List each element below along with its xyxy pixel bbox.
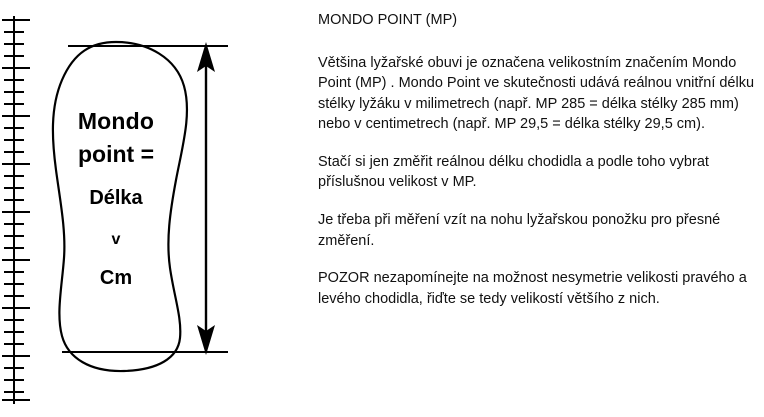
insole-caption-line-4: v [111, 231, 121, 248]
mondo-point-description [318, 0, 758, 417]
paragraph-4: POZOR nezapomínejte na možnost nesymetrie velikosti pravého a levého chodidla, řiďte se tedy velikostí většího z nich. [318, 270, 747, 307]
mondo-point-illustration [0, 0, 310, 417]
insole-caption-line-3: Délka [89, 187, 143, 209]
insole-caption [46, 110, 186, 288]
insole-caption-line-1: Mondo [77, 108, 155, 134]
insole-caption-line-2: point = [77, 141, 155, 167]
panel-heading: MONDO POINT (MP) [318, 12, 458, 28]
paragraph-3: Je třeba při měření vzít na nohu lyžařskou ponožku pro přesné změření. [318, 212, 721, 249]
paragraph-2: Stačí si jen změřit reálnou délku chodidla a podle toho vybrat příslušnou velikost v MP. [318, 153, 709, 191]
paragraph-1: Většina lyžařské obuvi je označena velikostním značením Mondo Point (MP) . Mondo Point ve skutečnosti udává reálnou vnitřní délku stélky lyžáku v milimetrech (např. MP 285 = délka stélky 285 mm) nebo v centimetrech (např. MP 29,5 = délka stélky 29,5 cm). [318, 54, 755, 133]
insole-caption-line-5: Cm [99, 267, 133, 289]
